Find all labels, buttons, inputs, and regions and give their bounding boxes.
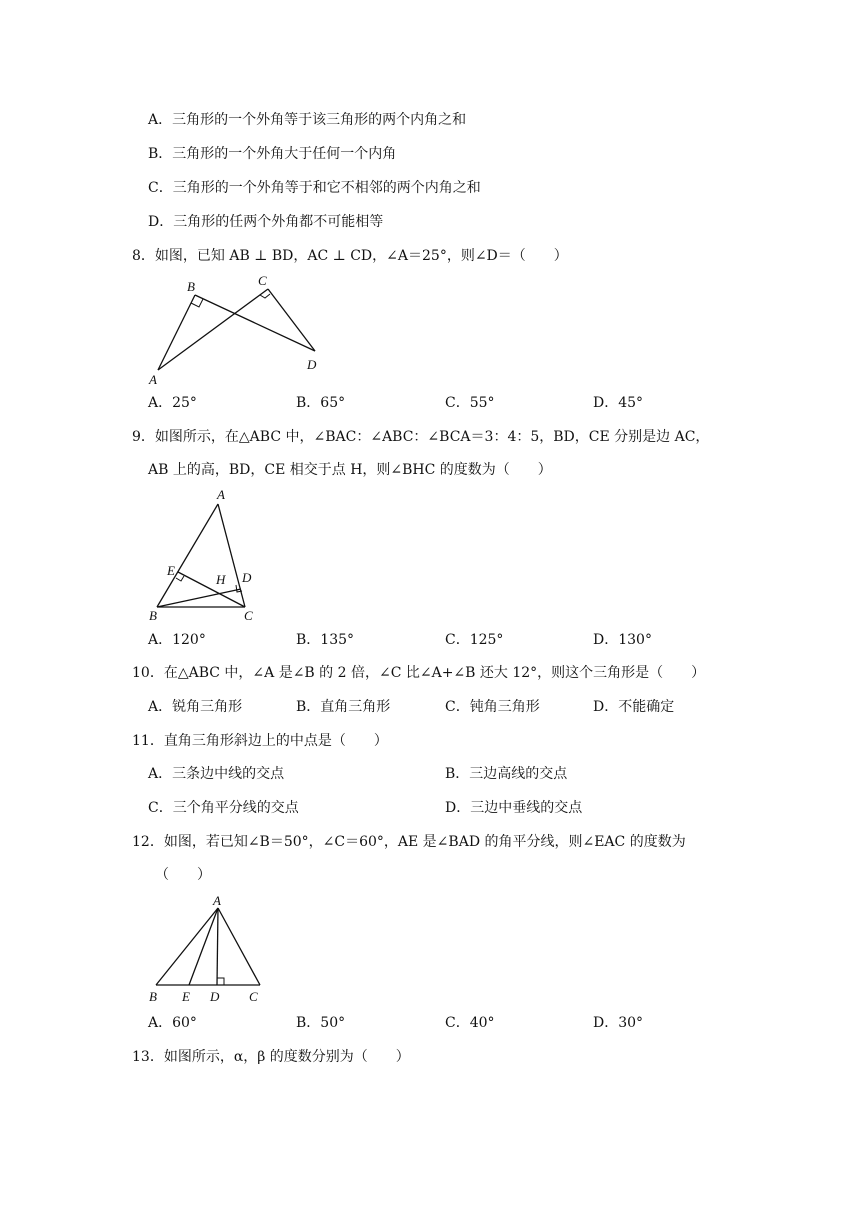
q10-stem: 10．在△ABC 中，∠A 是∠B 的 2 倍，∠C 比∠A+∠B 还大 12°，则这个三角形是（ ） (132, 665, 706, 681)
q9-option-c: C．125° (445, 632, 504, 648)
q9-figure (140, 484, 280, 626)
q11-option-a: A．三条边中线的交点 (148, 766, 285, 782)
q7-option-a: A．三角形的一个外角等于该三角形的两个内角之和 (148, 112, 467, 128)
q7-option-c: C．三角形的一个外角等于和它不相邻的两个内角之和 (148, 180, 481, 196)
q9-label-c: C (244, 608, 253, 623)
q11-option-c: C．三个角平分线的交点 (148, 800, 299, 816)
q12-option-a: A．60° (148, 1015, 197, 1031)
q9-option-d: D．130° (593, 632, 652, 648)
q12-figure (140, 890, 280, 1008)
q9-stem-line2: AB 上的高，BD，CE 相交于点 H，则∠BHC 的度数为（ ） (148, 462, 552, 478)
q9-label-e: E (167, 563, 175, 578)
q9-label-h: H (216, 572, 226, 587)
q13-stem: 13．如图所示，α，β 的度数分别为（ ） (132, 1049, 410, 1065)
q12-label-a: A (213, 893, 221, 908)
q9-label-a: A (217, 487, 225, 502)
q7-option-d: D．三角形的任两个外角都不可能相等 (148, 214, 384, 230)
q10-option-b: B．直角三角形 (296, 699, 391, 715)
q12-stem-line2: （ ） (155, 867, 211, 883)
q12-label-d: D (210, 989, 220, 1004)
q12-label-e: E (182, 989, 190, 1004)
q12-option-c: C．40° (445, 1015, 495, 1031)
q8-option-c: C．55° (445, 395, 495, 411)
q12-stem-line1: 12．如图，若已知∠B＝50°，∠C＝60°，AE 是∠BAD 的角平分线，则∠EAC 的度数为 (132, 834, 686, 850)
q8-label-d: D (307, 357, 317, 372)
q8-label-c: C (258, 273, 267, 288)
q8-label-b: B (187, 279, 195, 294)
q12-option-b: B．50° (296, 1015, 346, 1031)
q8-stem: 8．如图，已知 AB ⊥ BD，AC ⊥ CD，∠A＝25°，则∠D＝（ ） (132, 248, 568, 264)
q8-option-b: B．65° (296, 395, 346, 411)
q12-option-d: D．30° (593, 1015, 644, 1031)
q9-option-b: B．135° (296, 632, 355, 648)
q12-label-b: B (149, 989, 157, 1004)
q9-label-b: B (149, 608, 157, 623)
q8-option-d: D．45° (593, 395, 644, 411)
q11-option-b: B．三边高线的交点 (445, 766, 568, 782)
q10-option-a: A．锐角三角形 (148, 699, 243, 715)
q10-option-c: C．钝角三角形 (445, 699, 540, 715)
q8-option-a: A．25° (148, 395, 197, 411)
q9-stem-line1: 9．如图所示，在△ABC 中，∠BAC：∠ABC：∠BCA＝3：4：5，BD，CE 分别是边 AC， (132, 429, 710, 445)
q8-figure (140, 268, 340, 388)
q9-label-d: D (242, 570, 252, 585)
q12-label-c: C (249, 989, 258, 1004)
q9-option-a: A．120° (148, 632, 206, 648)
q11-option-d: D．三边中垂线的交点 (445, 800, 583, 816)
q10-option-d: D．不能确定 (593, 699, 675, 715)
q11-stem: 11．直角三角形斜边上的中点是（ ） (132, 733, 388, 749)
q7-option-b: B．三角形的一个外角大于任何一个内角 (148, 146, 397, 162)
q8-label-a: A (149, 372, 157, 387)
